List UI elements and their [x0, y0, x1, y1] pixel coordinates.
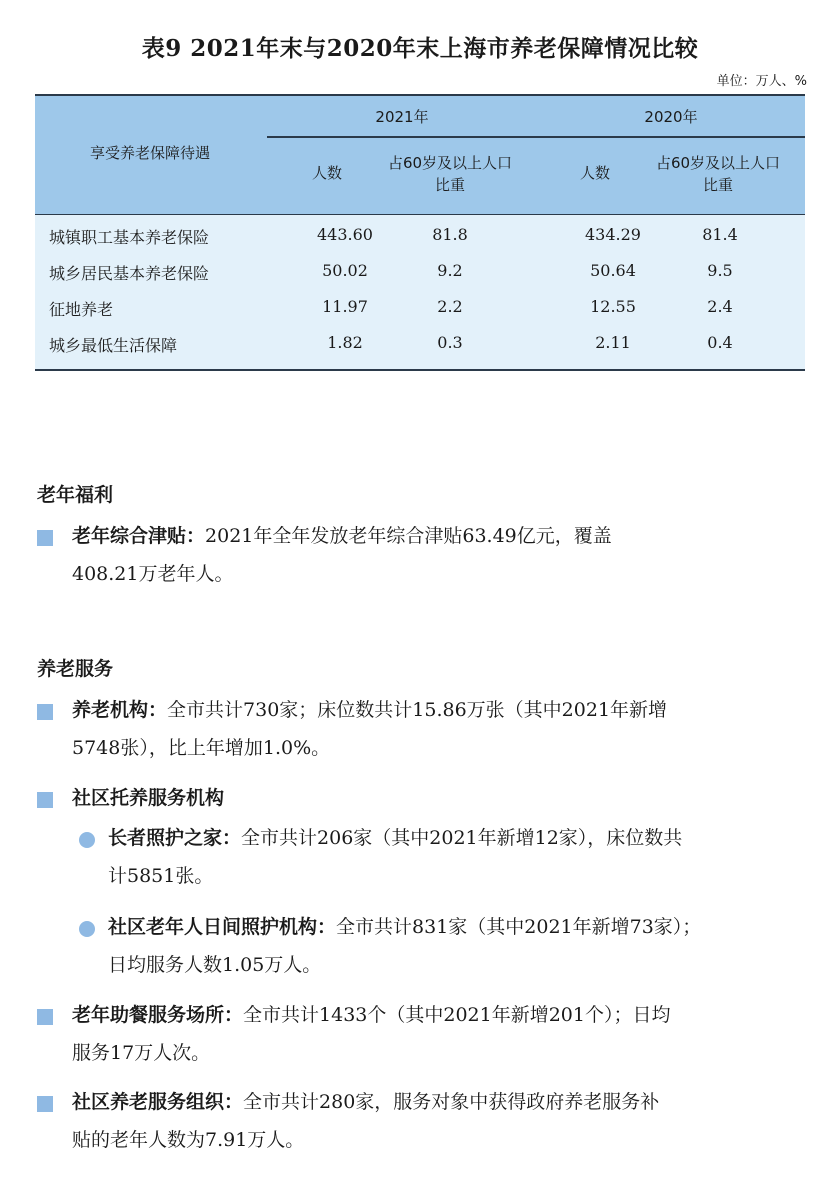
welfare-allowance-paragraph — [72, 517, 812, 593]
ratio-2021: 81.8 — [432, 225, 468, 244]
row-header-label: 享受养老保障待遇 — [89, 144, 210, 162]
elder-home-paragraph — [108, 819, 812, 895]
ratio-2021-header — [365, 152, 535, 196]
table-row — [35, 290, 805, 326]
daycare-paragraph — [108, 908, 812, 984]
year-2020-header: 2020年 — [644, 108, 698, 126]
ratio-2021: 9.2 — [437, 261, 463, 280]
ratio-2021: 2.2 — [437, 297, 463, 316]
table-row — [35, 254, 805, 290]
ratio-header-line1: 占60岁及以上人口 — [387, 154, 513, 172]
meal-service-label: 老年助餐服务场所： — [72, 1004, 244, 1026]
count-2021: 11.97 — [322, 297, 368, 316]
table-row — [35, 326, 805, 362]
count-2020-header: 人数 — [579, 164, 610, 182]
table-header — [35, 96, 805, 215]
community-org-text: 全市共计280家，服务对象中获得政府养老服务补 — [243, 1091, 660, 1113]
community-org-label: 社区养老服务组织： — [72, 1091, 244, 1113]
count-2020: 434.29 — [585, 225, 641, 244]
row-name: 城镇职工基本养老保险 — [49, 228, 210, 247]
row-name: 城乡最低生活保障 — [49, 336, 178, 355]
unit-label: 单位：万人、% — [716, 74, 807, 89]
count-2021: 50.02 — [322, 261, 368, 280]
count-2020: 2.11 — [595, 333, 631, 352]
ratio-header-line1: 占60岁及以上人口 — [655, 154, 781, 172]
daycare-text-cont: 日均服务人数1.05万人。 — [108, 954, 322, 976]
ratio-2020: 2.4 — [707, 297, 733, 316]
table-title: 表9 2021年末与2020年末上海市养老保障情况比较 — [141, 35, 699, 62]
square-bullet-icon — [37, 1009, 53, 1025]
circle-bullet-icon — [79, 921, 95, 937]
meal-service-text: 全市共计1433个（其中2021年新增201个）；日均 — [243, 1004, 671, 1026]
ratio-header-line2: 比重 — [702, 176, 733, 194]
allowance-text-cont: 408.21万老年人。 — [72, 563, 234, 585]
ratio-2021: 0.3 — [437, 333, 463, 352]
community-heading-paragraph — [72, 779, 812, 817]
institutions-text-cont: 5748张），比上年增加1.0%。 — [72, 737, 331, 759]
elder-home-label: 长者照护之家： — [108, 827, 242, 849]
meal-service-text-cont: 服务17万人次。 — [72, 1042, 211, 1064]
daycare-text: 全市共计831家（其中2021年新增73家）； — [336, 916, 702, 938]
square-bullet-icon — [37, 704, 53, 720]
ratio-2020: 81.4 — [702, 225, 738, 244]
pension-table — [35, 94, 805, 371]
count-2021-header: 人数 — [311, 164, 342, 182]
ratio-2020-header — [633, 152, 803, 196]
row-name: 征地养老 — [49, 300, 114, 319]
square-bullet-icon — [37, 530, 53, 546]
count-2021: 1.82 — [327, 333, 363, 352]
circle-bullet-icon — [79, 832, 95, 848]
institutions-text: 全市共计730家；床位数共计15.86万张（其中2021年新增 — [167, 699, 668, 721]
ratio-2020: 0.4 — [707, 333, 733, 352]
welfare-heading: 老年福利 — [37, 484, 114, 506]
ratio-header-line2: 比重 — [434, 176, 465, 194]
institutions-label: 养老机构： — [72, 699, 168, 721]
services-heading: 养老服务 — [37, 658, 114, 680]
count-2020: 50.64 — [590, 261, 636, 280]
elder-home-text: 全市共计206家（其中2021年新增12家），床位数共 — [241, 827, 683, 849]
elder-home-text-cont: 计5851张。 — [108, 865, 214, 887]
daycare-label: 社区老年人日间照护机构： — [108, 916, 337, 938]
table-row — [35, 218, 805, 254]
square-bullet-icon — [37, 792, 53, 808]
ratio-2020: 9.5 — [707, 261, 733, 280]
count-2020: 12.55 — [590, 297, 636, 316]
community-org-paragraph — [72, 1083, 812, 1159]
community-org-text-cont: 贴的老年人数为7.91万人。 — [72, 1129, 305, 1151]
meal-service-paragraph — [72, 996, 812, 1072]
count-2021: 443.60 — [317, 225, 373, 244]
community-label: 社区托养服务机构 — [72, 787, 225, 809]
institutions-paragraph — [72, 691, 812, 767]
allowance-text: 2021年全年发放老年综合津贴63.49亿元，覆盖 — [205, 525, 612, 547]
allowance-label: 老年综合津贴： — [72, 525, 206, 547]
year-2021-header: 2021年 — [375, 108, 429, 126]
row-name: 城乡居民基本养老保险 — [49, 264, 210, 283]
year-divider — [267, 136, 805, 138]
square-bullet-icon — [37, 1096, 53, 1112]
